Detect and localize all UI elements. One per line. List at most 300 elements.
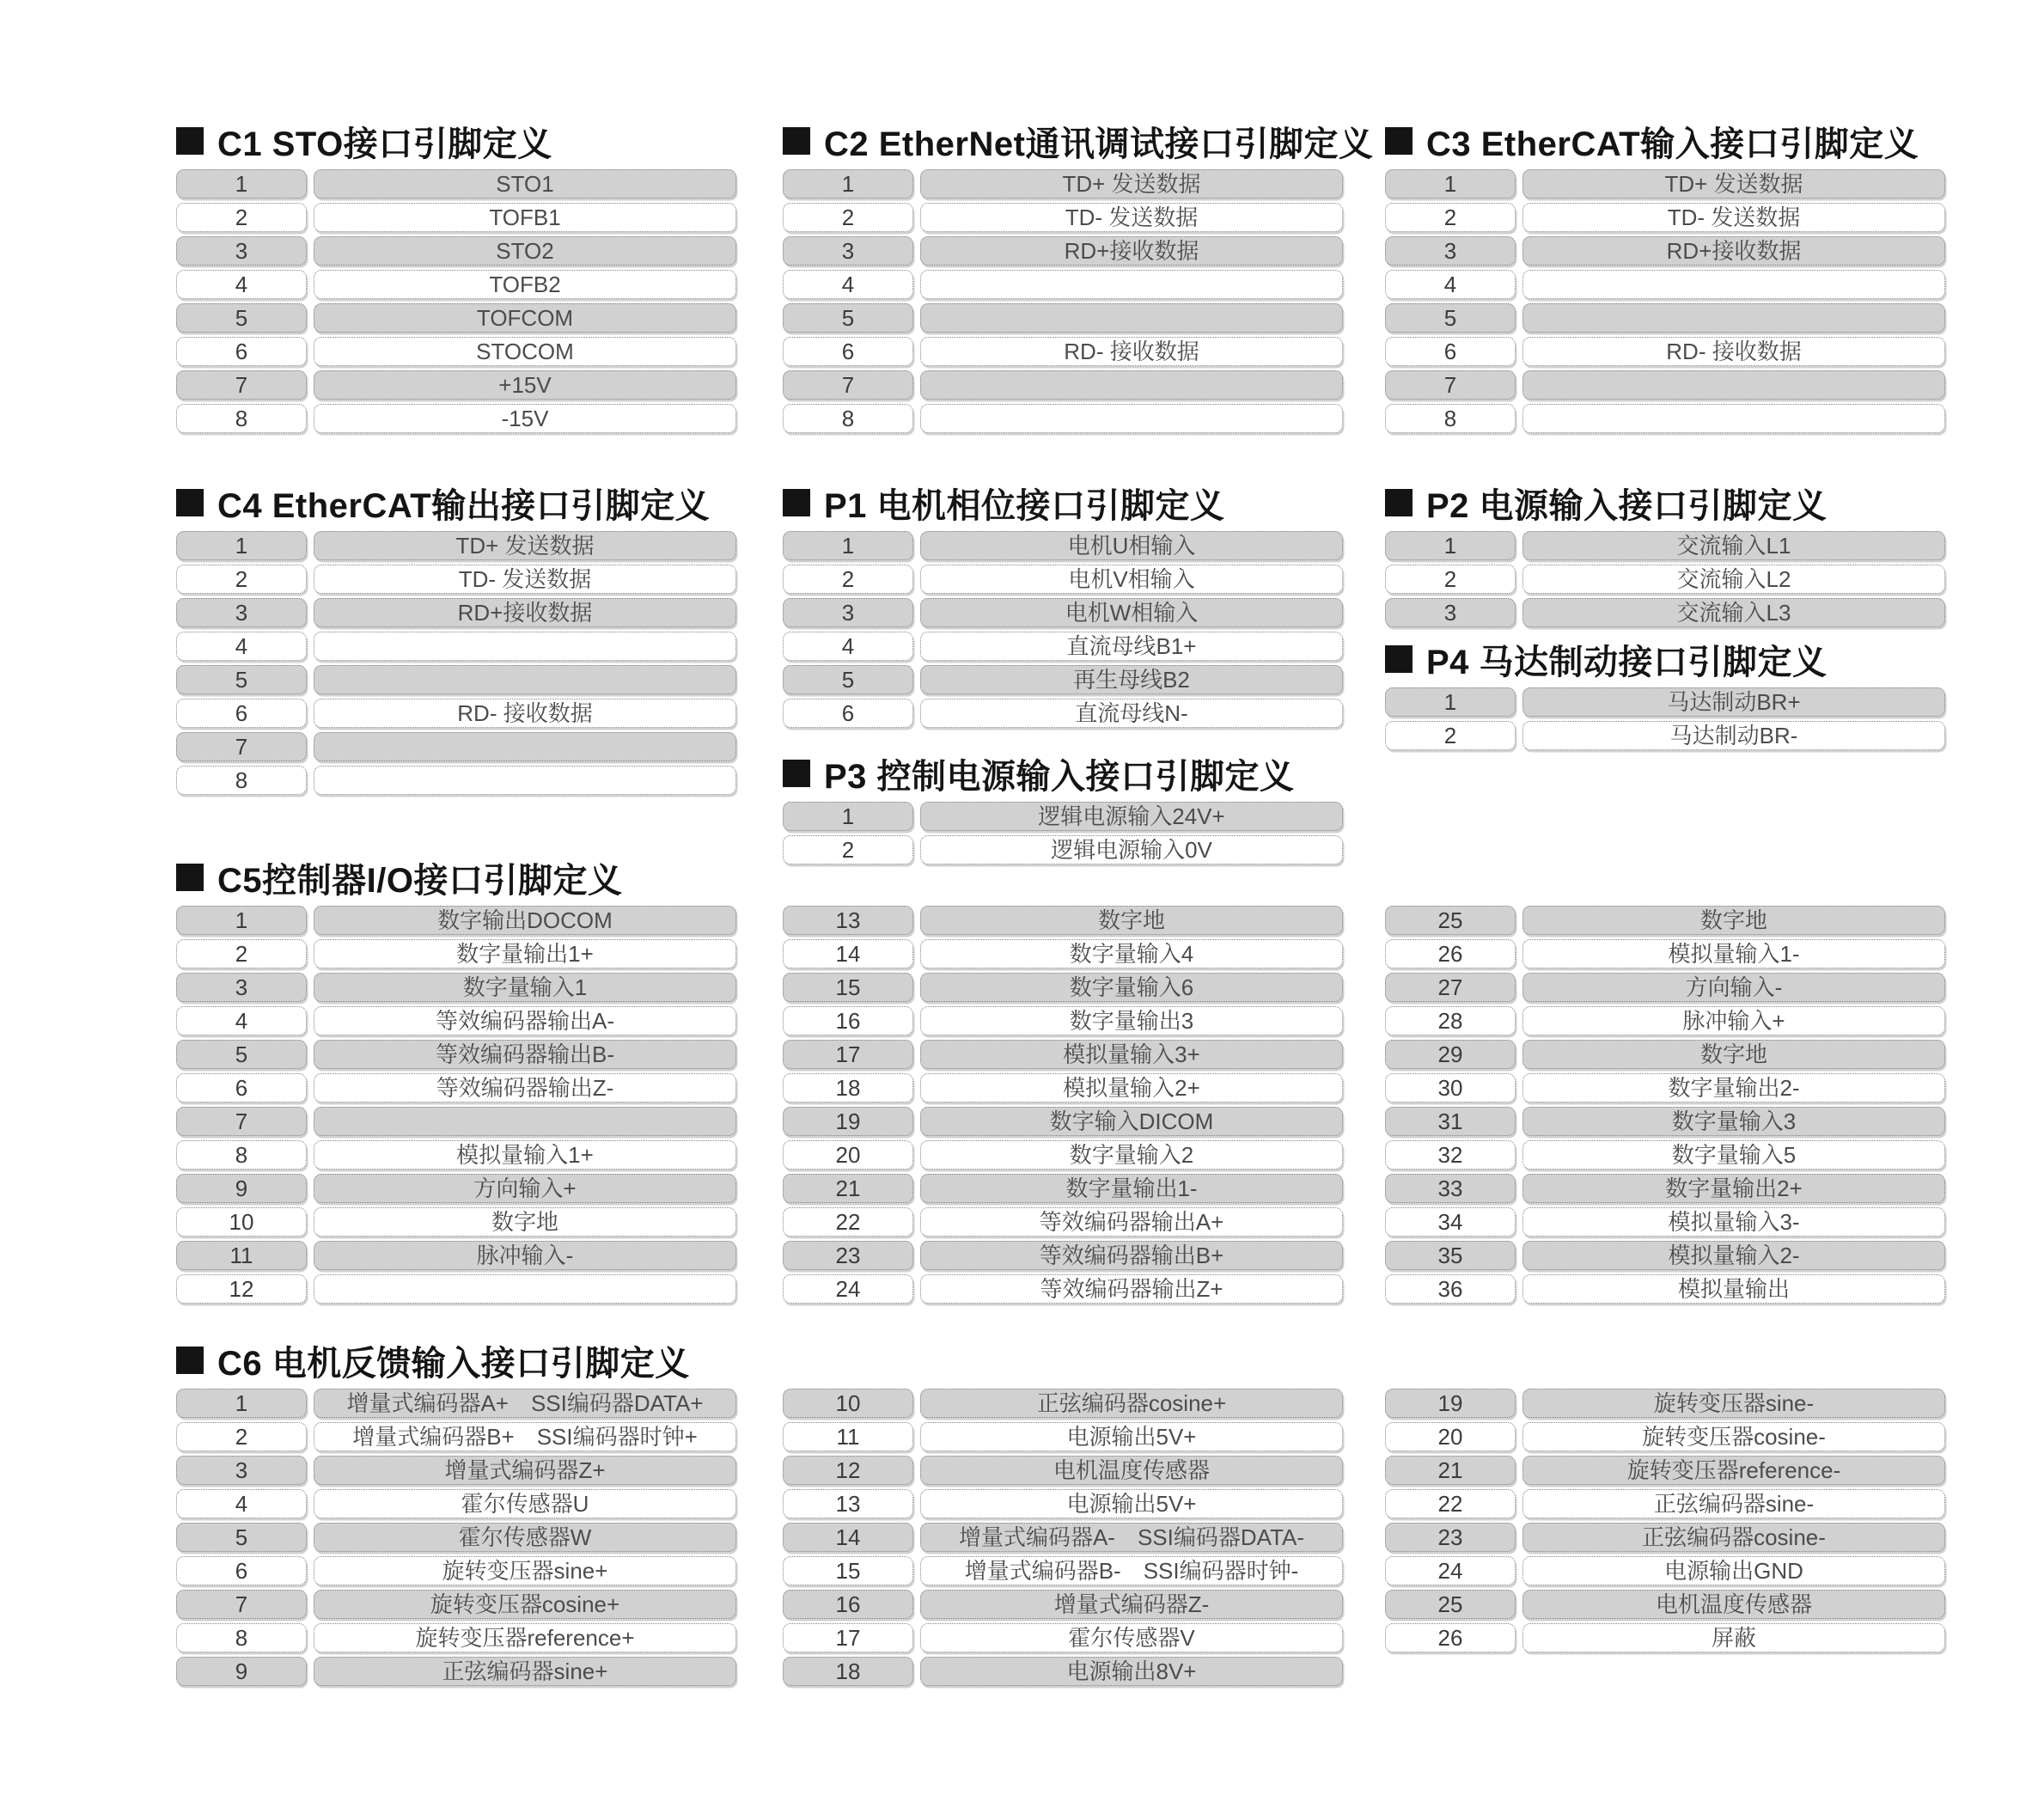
pin-definition: 再生母线B2 <box>920 665 1343 694</box>
pin-row <box>176 565 736 594</box>
pin-definition: 交流输入L3 <box>1522 598 1945 627</box>
section-p4 <box>1385 639 1945 754</box>
pin-definition: 交流输入L2 <box>1522 565 1945 594</box>
pin-definition: +15V <box>314 370 736 400</box>
pin-definition: TD+ 发送数据 <box>1522 169 1945 198</box>
pin-definition: 电机U相输入 <box>920 531 1343 560</box>
pin-number: 2 <box>176 1422 307 1451</box>
pin-number: 26 <box>1385 939 1516 968</box>
section-c4-title <box>176 483 736 525</box>
pin-number: 9 <box>176 1657 307 1686</box>
pin-definition: 数字量输出3 <box>920 1006 1343 1035</box>
pin-row <box>176 1456 736 1485</box>
pin-number: 24 <box>783 1274 913 1304</box>
pin-row <box>783 203 1343 232</box>
pin-definition: 数字量输入4 <box>920 939 1343 968</box>
section-c5 <box>176 858 1945 1302</box>
pin-row <box>1385 1456 1945 1485</box>
pin-definition: 直流母线B1+ <box>920 632 1343 661</box>
pin-row <box>1385 1489 1945 1518</box>
pin-number: 6 <box>176 1073 307 1102</box>
pin-definition: 数字地 <box>1522 906 1945 935</box>
pin-number: 11 <box>176 1241 307 1270</box>
pin-number: 32 <box>1385 1140 1516 1170</box>
pin-definition: 模拟量输出 <box>1522 1274 1945 1304</box>
pin-number: 3 <box>176 973 307 1002</box>
pin-row <box>1385 1523 1945 1552</box>
pin-row <box>783 1207 1343 1237</box>
pin-row <box>1385 1241 1945 1270</box>
pin-definition: 数字地 <box>1522 1040 1945 1069</box>
pin-number: 18 <box>783 1657 913 1686</box>
bullet-square-icon <box>176 489 204 516</box>
pin-number: 23 <box>783 1241 913 1270</box>
pin-row <box>783 1241 1343 1270</box>
pin-definition: 屏蔽 <box>1522 1623 1945 1652</box>
pin-table-p2 <box>1385 531 1945 627</box>
pin-definition <box>1522 404 1945 433</box>
pin-table-c1 <box>176 169 736 433</box>
pin-number: 3 <box>176 1456 307 1485</box>
pin-definition: TD+ 发送数据 <box>920 169 1343 198</box>
pin-number: 19 <box>1385 1389 1516 1418</box>
pin-definition: 模拟量输入2- <box>1522 1241 1945 1270</box>
pin-number: 6 <box>1385 337 1516 366</box>
pin-definition: 电源输出8V+ <box>920 1657 1343 1686</box>
pin-definition: STO2 <box>314 236 736 266</box>
pin-number: 31 <box>1385 1107 1516 1136</box>
pin-definition: 旋转变压器cosine- <box>1522 1422 1945 1451</box>
pin-row <box>176 1040 736 1069</box>
pin-table-c5-col3 <box>1385 906 1945 1308</box>
pin-number: 34 <box>1385 1207 1516 1237</box>
pin-number: 30 <box>1385 1073 1516 1102</box>
section-c1-title <box>176 121 736 161</box>
pin-number: 5 <box>783 303 913 333</box>
pin-definition: 霍尔传感器W <box>314 1523 736 1552</box>
pin-number: 6 <box>783 337 913 366</box>
pin-row <box>783 1389 1343 1418</box>
pin-row <box>783 1107 1343 1136</box>
pin-number: 28 <box>1385 1006 1516 1035</box>
pin-number: 1 <box>1385 169 1516 198</box>
section-p1 <box>783 483 1343 732</box>
pin-definition: 模拟量输入2+ <box>920 1073 1343 1102</box>
pin-row <box>1385 906 1945 935</box>
pin-definition <box>920 370 1343 400</box>
pin-definition: 等效编码器输出B- <box>314 1040 736 1069</box>
pin-row <box>176 1073 736 1102</box>
pin-table-p4 <box>1385 687 1945 750</box>
pin-definition: 等效编码器输出B+ <box>920 1241 1343 1270</box>
pin-number: 1 <box>783 169 913 198</box>
pin-definition: 等效编码器输出A- <box>314 1006 736 1035</box>
pin-number: 21 <box>783 1174 913 1203</box>
pin-definition: TD- 发送数据 <box>314 565 736 594</box>
pin-row <box>783 906 1343 935</box>
pin-number: 36 <box>1385 1274 1516 1304</box>
pin-definition: 增量式编码器Z- <box>920 1590 1343 1619</box>
pin-row <box>783 169 1343 198</box>
section-title-text: P3 控制电源输入接口引脚定义 <box>824 757 1295 796</box>
pin-row <box>1385 1140 1945 1170</box>
pin-definition: 电源输出5V+ <box>920 1489 1343 1518</box>
pin-row <box>176 404 736 433</box>
pin-number: 22 <box>1385 1489 1516 1518</box>
pin-row <box>783 270 1343 299</box>
pin-definition: 马达制动BR- <box>1522 721 1945 750</box>
pin-number: 6 <box>783 699 913 728</box>
pin-row <box>783 1073 1343 1102</box>
pin-number: 13 <box>783 1489 913 1518</box>
pin-row <box>1385 1556 1945 1585</box>
bullet-square-icon <box>1385 127 1413 155</box>
pin-number: 17 <box>783 1623 913 1652</box>
pin-row <box>176 906 736 935</box>
pin-row <box>176 1389 736 1418</box>
pin-row <box>783 802 1343 831</box>
pin-definition: STO1 <box>314 169 736 198</box>
pin-definition <box>314 1107 736 1136</box>
pin-number: 10 <box>783 1389 913 1418</box>
pin-row <box>783 939 1343 968</box>
pin-row <box>783 370 1343 400</box>
pin-definition: 交流输入L1 <box>1522 531 1945 560</box>
pin-row <box>176 337 736 366</box>
pin-row <box>783 531 1343 560</box>
pin-number: 26 <box>1385 1623 1516 1652</box>
pin-row <box>176 1207 736 1237</box>
pin-row <box>783 699 1343 728</box>
pin-definition <box>1522 303 1945 333</box>
pin-row <box>176 598 736 627</box>
pin-definition: 正弦编码器cosine- <box>1522 1523 1945 1552</box>
pin-number: 5 <box>176 1523 307 1552</box>
pin-row <box>783 1040 1343 1069</box>
bullet-square-icon <box>1385 489 1413 516</box>
pin-definition: 增量式编码器A- SSI编码器DATA- <box>920 1523 1343 1552</box>
pin-number: 8 <box>176 1140 307 1170</box>
pin-table-c5-col1 <box>176 906 736 1308</box>
pin-number: 8 <box>176 1623 307 1652</box>
pin-number: 5 <box>176 303 307 333</box>
pin-row <box>783 1174 1343 1203</box>
pin-row <box>1385 1040 1945 1069</box>
pin-definition: RD+接收数据 <box>314 598 736 627</box>
pin-table-c4 <box>176 531 736 795</box>
pin-definition <box>920 404 1343 433</box>
pin-definition: 数字量输入1 <box>314 973 736 1002</box>
pin-definition: 等效编码器输出Z+ <box>920 1274 1343 1304</box>
pin-number: 19 <box>783 1107 913 1136</box>
pin-number: 16 <box>783 1590 913 1619</box>
pin-number: 5 <box>176 1040 307 1069</box>
pin-row <box>783 1657 1343 1686</box>
pin-definition <box>314 665 736 694</box>
pin-number: 2 <box>1385 565 1516 594</box>
pin-number: 29 <box>1385 1040 1516 1069</box>
pin-definition: 方向输入+ <box>314 1174 736 1203</box>
pin-row <box>176 732 736 761</box>
pin-row <box>1385 270 1945 299</box>
pin-definition: TD+ 发送数据 <box>314 531 736 560</box>
section-c6-title <box>176 1341 1945 1383</box>
pin-number: 2 <box>783 203 913 232</box>
pin-row <box>176 1174 736 1203</box>
section-title-text: P1 电机相位接口引脚定义 <box>824 486 1225 525</box>
pin-row <box>176 203 736 232</box>
pin-row <box>783 1422 1343 1451</box>
section-title-text: C5控制器I/O接口引脚定义 <box>217 861 623 900</box>
pin-row <box>1385 1207 1945 1237</box>
pin-number: 2 <box>1385 721 1516 750</box>
pin-number: 5 <box>783 665 913 694</box>
pin-definition: 正弦编码器cosine+ <box>920 1389 1343 1418</box>
section-p2-title <box>1385 483 1945 525</box>
pin-row <box>176 1523 736 1552</box>
pin-definition <box>314 632 736 661</box>
pin-number: 25 <box>1385 1590 1516 1619</box>
pin-definition <box>920 303 1343 333</box>
pin-definition: 数字量输入3 <box>1522 1107 1945 1136</box>
pin-definition: TD- 发送数据 <box>1522 203 1945 232</box>
pin-number: 3 <box>783 598 913 627</box>
pin-row <box>783 1006 1343 1035</box>
pin-number: 7 <box>783 370 913 400</box>
pin-definition: TOFCOM <box>314 303 736 333</box>
section-c4 <box>176 483 736 799</box>
pin-number: 15 <box>783 973 913 1002</box>
pin-row <box>783 337 1343 366</box>
bullet-square-icon <box>1385 645 1413 673</box>
pin-definition <box>314 732 736 761</box>
pin-definition: 模拟量输入3+ <box>920 1040 1343 1069</box>
pin-number: 25 <box>1385 906 1516 935</box>
pin-number: 7 <box>176 370 307 400</box>
pin-definition: 直流母线N- <box>920 699 1343 728</box>
pin-row <box>176 531 736 560</box>
pin-row <box>783 236 1343 266</box>
pin-number: 21 <box>1385 1456 1516 1485</box>
pin-number: 3 <box>1385 236 1516 266</box>
pin-definition: 旋转变压器reference- <box>1522 1456 1945 1485</box>
pin-definition: 逻辑电源输入24V+ <box>920 802 1343 831</box>
pin-number: 7 <box>176 732 307 761</box>
pin-number: 11 <box>783 1422 913 1451</box>
pin-row <box>176 665 736 694</box>
pin-definition <box>314 766 736 795</box>
section-title-text: C4 EtherCAT输出接口引脚定义 <box>217 486 711 525</box>
pin-row <box>176 632 736 661</box>
pin-table-c6-col2 <box>783 1389 1343 1690</box>
pin-definition: 模拟量输入3- <box>1522 1207 1945 1237</box>
pin-number: 1 <box>176 906 307 935</box>
pin-row <box>176 370 736 400</box>
pin-definition: 电源输出5V+ <box>920 1422 1343 1451</box>
pin-row <box>1385 1590 1945 1619</box>
pin-definition: 脉冲输入- <box>314 1241 736 1270</box>
pin-definition: TOFB1 <box>314 203 736 232</box>
pin-definition: 数字输出DOCOM <box>314 906 736 935</box>
pin-number: 4 <box>176 1489 307 1518</box>
pin-definition: 旋转变压器sine+ <box>314 1556 736 1585</box>
pin-number: 7 <box>1385 370 1516 400</box>
pin-number: 35 <box>1385 1241 1516 1270</box>
bullet-square-icon <box>783 760 810 787</box>
pin-definition: TD- 发送数据 <box>920 203 1343 232</box>
pin-row <box>783 1523 1343 1552</box>
pin-number: 1 <box>176 1389 307 1418</box>
pin-definition: -15V <box>314 404 736 433</box>
pin-row <box>1385 1389 1945 1418</box>
pin-definition: 霍尔传感器U <box>314 1489 736 1518</box>
pin-row <box>176 1140 736 1170</box>
pin-definition: 增量式编码器B+ SSI编码器时钟+ <box>314 1422 736 1451</box>
pin-table-c5-col2 <box>783 906 1343 1308</box>
pin-definition: 数字输入DICOM <box>920 1107 1343 1136</box>
pin-table-p1 <box>783 531 1343 728</box>
pin-definition: 数字量输入5 <box>1522 1140 1945 1170</box>
section-title-text: P4 马达制动接口引脚定义 <box>1426 643 1827 681</box>
pin-definition: RD- 接收数据 <box>314 699 736 728</box>
pin-definition: 旋转变压器reference+ <box>314 1623 736 1652</box>
section-c1 <box>176 121 736 437</box>
pin-definition <box>920 270 1343 299</box>
pin-number: 24 <box>1385 1556 1516 1585</box>
pin-number: 1 <box>176 169 307 198</box>
pin-row <box>176 1623 736 1652</box>
pin-number: 4 <box>783 632 913 661</box>
pin-definition: 旋转变压器cosine+ <box>314 1590 736 1619</box>
pin-row <box>783 973 1343 1002</box>
pin-definition: 增量式编码器A+ SSI编码器DATA+ <box>314 1389 736 1418</box>
pin-number: 3 <box>176 236 307 266</box>
pin-number: 2 <box>783 835 913 864</box>
pin-definition: 数字量输出1- <box>920 1174 1343 1203</box>
pin-row <box>176 1107 736 1136</box>
pin-row <box>1385 303 1945 333</box>
pin-definition: 脉冲输入+ <box>1522 1006 1945 1035</box>
section-title-text: C6 电机反馈输入接口引脚定义 <box>217 1344 690 1383</box>
pin-row <box>176 1006 736 1035</box>
pin-definition: 数字量输出2- <box>1522 1073 1945 1102</box>
pin-number: 4 <box>176 270 307 299</box>
pin-row <box>176 1274 736 1304</box>
pin-definition: 增量式编码器Z+ <box>314 1456 736 1485</box>
pin-number: 15 <box>783 1556 913 1585</box>
pin-number: 12 <box>176 1274 307 1304</box>
pin-definition: STOCOM <box>314 337 736 366</box>
pin-row <box>1385 565 1945 594</box>
pin-definition: 电机温度传感器 <box>920 1456 1343 1485</box>
pin-number: 20 <box>1385 1422 1516 1451</box>
pin-number: 4 <box>1385 270 1516 299</box>
pin-number: 4 <box>176 1006 307 1035</box>
pin-row <box>1385 721 1945 750</box>
pin-row <box>783 665 1343 694</box>
pin-table-c6-col1 <box>176 1389 736 1690</box>
pin-definition: 电源输出GND <box>1522 1556 1945 1585</box>
pin-row <box>1385 370 1945 400</box>
pin-definition: 电机温度传感器 <box>1522 1590 1945 1619</box>
pin-row <box>1385 1006 1945 1035</box>
pin-number: 7 <box>176 1107 307 1136</box>
pin-row <box>176 1489 736 1518</box>
pin-definition: TOFB2 <box>314 270 736 299</box>
pin-row <box>783 1489 1343 1518</box>
pin-number: 17 <box>783 1040 913 1069</box>
pin-row <box>783 1590 1343 1619</box>
pin-number: 33 <box>1385 1174 1516 1203</box>
pin-row <box>783 1623 1343 1652</box>
pin-definition: 等效编码器输出Z- <box>314 1073 736 1102</box>
pin-definition: RD+接收数据 <box>920 236 1343 266</box>
pin-row <box>783 565 1343 594</box>
pin-number: 8 <box>176 404 307 433</box>
section-c5-title <box>176 858 1945 900</box>
pin-definition: 模拟量输入1- <box>1522 939 1945 968</box>
pin-row <box>1385 337 1945 366</box>
pin-number: 2 <box>176 565 307 594</box>
pin-number: 2 <box>176 203 307 232</box>
pin-definition: 模拟量输入1+ <box>314 1140 736 1170</box>
pin-number: 4 <box>783 270 913 299</box>
pin-definition: 等效编码器输出A+ <box>920 1207 1343 1237</box>
bullet-square-icon <box>783 127 810 155</box>
section-title-text: C2 EtherNet通讯调试接口引脚定义 <box>824 125 1374 163</box>
pin-row <box>1385 973 1945 1002</box>
pin-number: 6 <box>176 1556 307 1585</box>
section-p2 <box>1385 483 1945 632</box>
section-p1-title <box>783 483 1343 525</box>
pin-row <box>176 973 736 1002</box>
pin-table-c2 <box>783 169 1343 433</box>
pin-row <box>176 1590 736 1619</box>
pin-number: 1 <box>1385 687 1516 717</box>
bullet-square-icon <box>176 1347 204 1374</box>
pin-number: 8 <box>176 766 307 795</box>
pin-number: 14 <box>783 939 913 968</box>
pin-number: 10 <box>176 1207 307 1237</box>
pin-definition: 数字量输出1+ <box>314 939 736 968</box>
pin-row <box>783 1556 1343 1585</box>
pin-number: 23 <box>1385 1523 1516 1552</box>
pin-definition: 数字量输入6 <box>920 973 1343 1002</box>
pin-definition: 增量式编码器B- SSI编码器时钟- <box>920 1556 1343 1585</box>
pin-definition <box>314 1274 736 1304</box>
pin-number: 6 <box>176 699 307 728</box>
pin-definition <box>1522 370 1945 400</box>
pin-definition: 马达制动BR+ <box>1522 687 1945 717</box>
pin-row <box>1385 687 1945 717</box>
pin-number: 5 <box>1385 303 1516 333</box>
pin-row <box>176 1556 736 1585</box>
pin-number: 4 <box>176 632 307 661</box>
pin-row <box>1385 1623 1945 1652</box>
pin-definition: 旋转变压器sine- <box>1522 1389 1945 1418</box>
pin-row <box>783 632 1343 661</box>
pin-number: 13 <box>783 906 913 935</box>
pin-row <box>1385 1073 1945 1102</box>
pin-row <box>1385 598 1945 627</box>
pin-row <box>1385 939 1945 968</box>
pin-row <box>176 1657 736 1686</box>
pin-row <box>176 236 736 266</box>
pin-number: 3 <box>783 236 913 266</box>
pin-number: 14 <box>783 1523 913 1552</box>
pin-definition: 逻辑电源输入0V <box>920 835 1343 864</box>
pin-row <box>783 1456 1343 1485</box>
